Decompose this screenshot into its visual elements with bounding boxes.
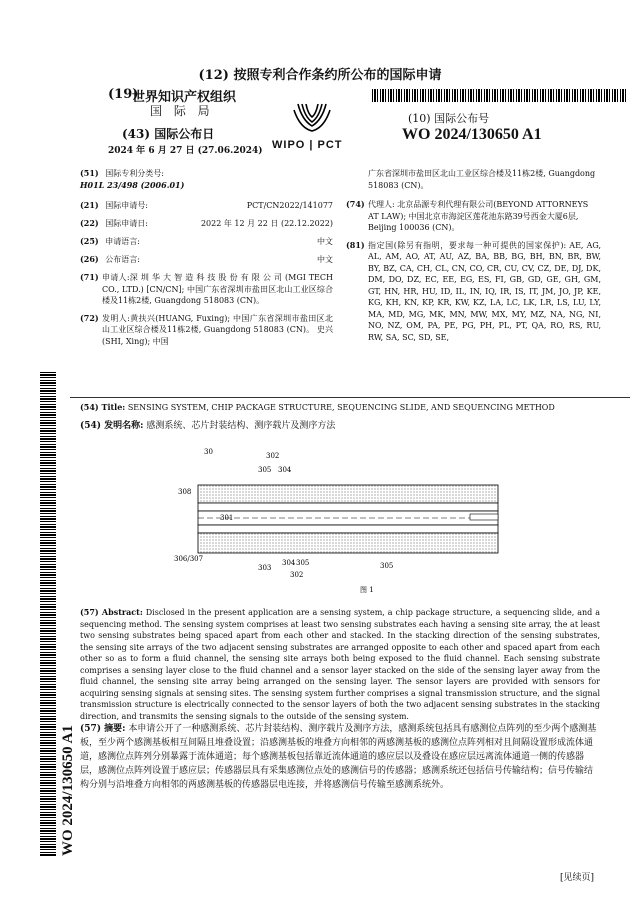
title-en: (54) Title: SENSING SYSTEM, CHIP PACKAGE STRUCTURE, SEQUENCING SLIDE, AND SEQUENCING METHOD — [80, 402, 555, 412]
pub-no-label: (10) 国际公布号 — [408, 112, 490, 125]
org-sub: 国 际 局 — [150, 104, 214, 118]
fig-label-304-top: 304 — [278, 466, 292, 474]
figure-caption: 图 1 — [360, 586, 374, 594]
fig-label-308: 308 — [178, 488, 192, 496]
bib-item-72: (72) 发明人:黄扶兴(HUANG, Fuxing); 中国广东省深圳市盐田区北山工业区综合楼及11栋2楼, Guangdong 518083 (CN)。 史兴(SHI, Xing); 中国 — [80, 312, 333, 346]
fig-label-303: 303 — [258, 564, 272, 572]
bib-item-81: (81) 指定国(除另有指明，要求每一种可提供的国家保护): AE, AG, AL, AM, AO, AT, AU, AZ, BA, BB, BG, BH, BN, BR, BW, BY, BZ, CA, CH, CL, CN, CO, CR, CU, CV, CZ, DE, DJ, DK, DM, DO, DZ, EC, EE, EG, ES, FI, GB, GD, GE, GH, GM, GT, HN, HR, HU, ID, IL, IN, IQ, IR, IS, IT, JM, JO, JP, KE, KG, KH, KN, KP, KR, KW, KZ, LA, LC, LK, LR, LS, LU, LY, MA, MD, MG, MK, MN, MW, MX, MY, MZ, NA, NG, NI, NO, NZ, OM, PA, PE, PG, PH, PL, PT, QA, RO, RS, RU, RW, SA, SC, SD, SE, — [346, 239, 601, 342]
wipo-pct-text: WIPO | PCT — [272, 139, 343, 151]
bib-item-71: (71) 申请人:深 圳 华 大 智 造 科 技 股 份 有 限 公 司 (MGI TECH CO., LTD.) [CN/CN]; 中国广东省深圳市盐田区北山工业区综合楼及11栋2楼, Guangdong 518083 (CN)。 — [80, 272, 333, 305]
bib-item-74: (74) 代理人: 北京品源专利代理有限公司(BEYOND ATTORNEYS AT LAW); 中国北京市海淀区莲花池东路39号西金大厦6层, Beijing 100036 (CN)。 — [346, 199, 589, 232]
fig-label-305-bottom: 305 — [296, 559, 310, 567]
left-bib-column — [80, 168, 333, 347]
bib-item-51: (51) 国际专利分类号: H01L 23/498 (2006.01) — [80, 168, 185, 190]
org-number: (19) — [108, 87, 139, 102]
barcode — [372, 89, 626, 102]
bib-item-22: (22) 国际申请日: 2022 年 12 月 22 日 (22.12.2022) — [80, 218, 333, 228]
fig-label-305-right: 305 — [380, 562, 394, 570]
bib-item-21: (21) 国际申请号: PCT/CN2022/141077 — [80, 200, 333, 210]
continued-note: [见续页] — [560, 873, 595, 883]
org-name: 世界知识产权组织 — [132, 90, 237, 105]
figure-1 — [170, 440, 530, 600]
bib-item-25: (25) 申请语言: 中文 — [80, 236, 333, 246]
right-bib-column — [346, 168, 601, 343]
fig-label-302-top: 302 — [266, 452, 280, 460]
pub-number: WO 2024/130650 A1 — [402, 126, 542, 143]
pub-date: 2024 年 6 月 27 日 (27.06.2024) — [108, 146, 263, 156]
side-pub-number: WO 2024/130650 A1 — [60, 725, 76, 856]
abstract-en: (57) Abstract: Disclosed in the present application are a sensing system, a chip package structure, a sequencing slide, and a sequencing method. The sensing system comprises at least two sensing substrates each having a sensing site array, the at least two sensing substrates being spaced apart from each other and stacked. In the stacking direction of the sensing substrates, the sensing site arrays of the two adjacent sensing substrates are arranged opposite to each other and spaced apart from each other so as to form a fluid channel, the sensing site arrays both being exposed to the fluid channel. Each sensing substrate comprises a sensing layer close to the fluid channel and a sensor layer stacked on the side of the sensing layer away from the fluid channel, the sensing site array being arranged on the sensing layer. The sensor layers are provided with sensors for acquiring sensing signals at sensing sites. The sensing system further comprises a signal transmission structure, and the signal transmission structure is electrically connected to the sensor layers of both the two adjacent sensing substrates in the stacking direction, and transmits the sensing signals to the outside of the sensing system. — [80, 607, 601, 721]
abstract-cn: (57) 摘要: 本申请公开了一种感测系统、芯片封装结构、测序载片及测序方法，感测系统包括具有感测位点阵列的至少两个感测基板，至少两个感测基板相互间隔且堆叠设置；沿感测基板的堆叠方向相邻的两感测基板的感测位点阵列相对且间隔设置形成流体通道，感测位点阵列分别暴露于流体通道；每个感测基板包括靠近流体通道的感应层以及叠设在感应层远离流体通道一侧的传感器层，感测位点阵列设置于感应层；传感器层具有采集感测位点处的感测信号的传感器；感测系统还包括信号传输结构；信号传输结构分别与沿堆叠方向相邻的两感测基板的传感器层电连接，并将感测信号传输至感测系统外。 — [80, 724, 597, 790]
document-title: (12) 按照专利合作条约所公布的国际申请 — [198, 68, 442, 83]
fig-label-304-bottom: 304 — [282, 559, 296, 567]
fig-label-301: 301 — [220, 514, 234, 522]
figure-drawing — [170, 440, 530, 600]
fig-label-302-bottom: 302 — [290, 571, 304, 579]
title-cn: (54) 发明名称: 感测系统、芯片封装结构、测序载片及测序方法 — [80, 421, 336, 431]
divider — [70, 397, 630, 398]
side-barcode — [40, 372, 56, 856]
fig-label-306-307: 306/307 — [174, 555, 204, 563]
bib-item-26: (26) 公布语言: 中文 — [80, 254, 333, 264]
fig-label-305-top: 305 — [258, 466, 272, 474]
inventor-cont: 广东省深圳市盐田区北山工业区综合楼及11栋2楼, Guangdong 518083 (CN)。 — [368, 169, 596, 190]
pub-date-label: (43) 国际公布日 — [122, 127, 215, 141]
fig-label-30: 30 — [204, 448, 213, 456]
